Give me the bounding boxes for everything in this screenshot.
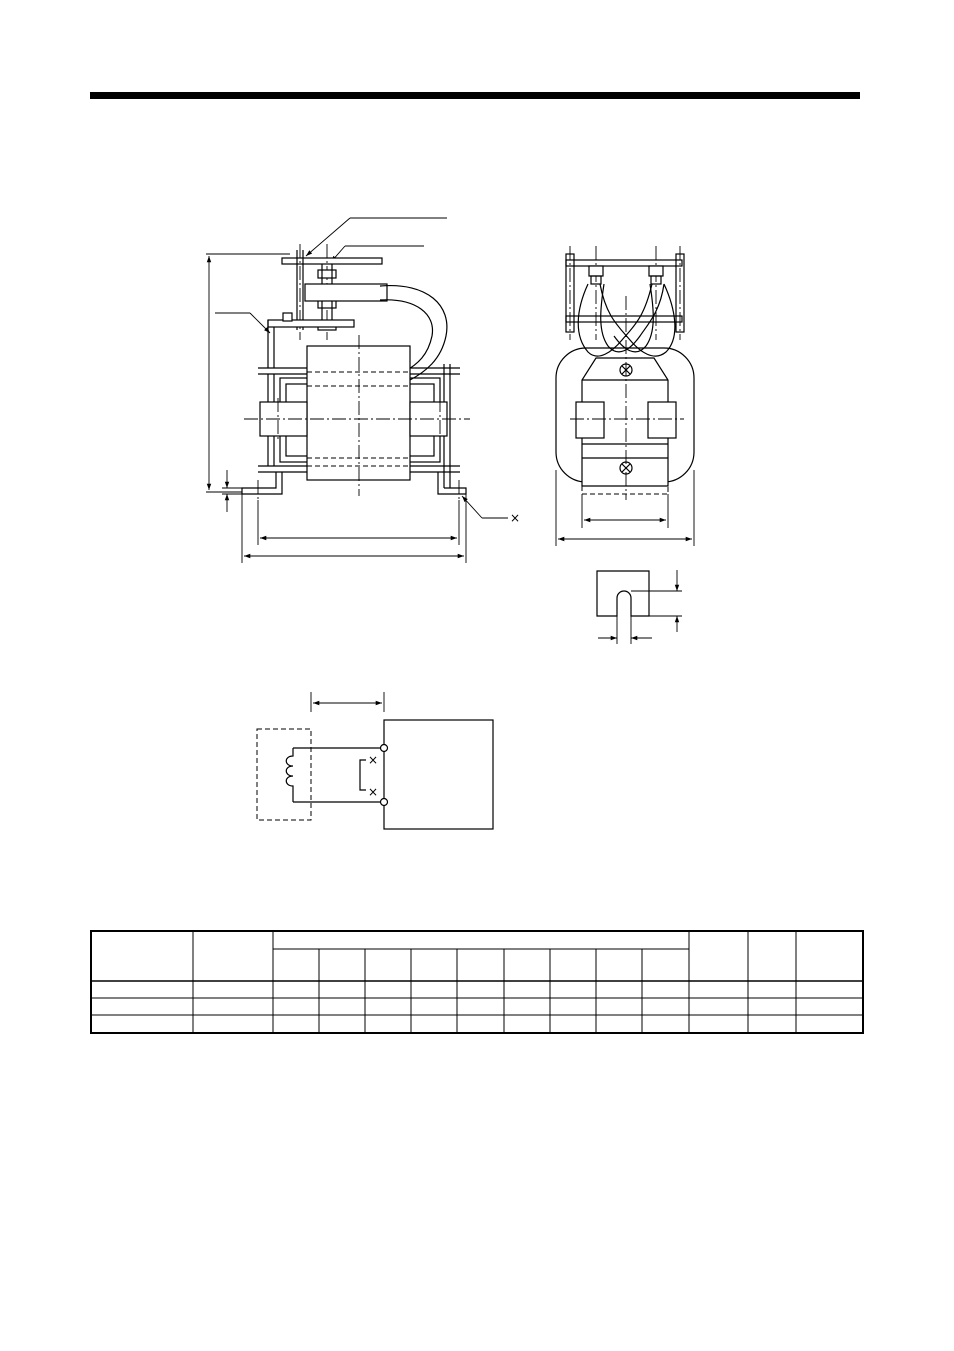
spec-table <box>91 931 863 1033</box>
header-rule <box>90 92 860 99</box>
connection-diagram <box>257 692 493 829</box>
svg-text:×: × <box>368 753 379 767</box>
table-border <box>91 931 863 1033</box>
mounting-slot-detail <box>597 570 682 644</box>
svg-text:×: × <box>368 785 379 799</box>
front-view <box>206 218 520 563</box>
side-view <box>556 246 694 546</box>
svg-text:×: × <box>510 511 521 525</box>
